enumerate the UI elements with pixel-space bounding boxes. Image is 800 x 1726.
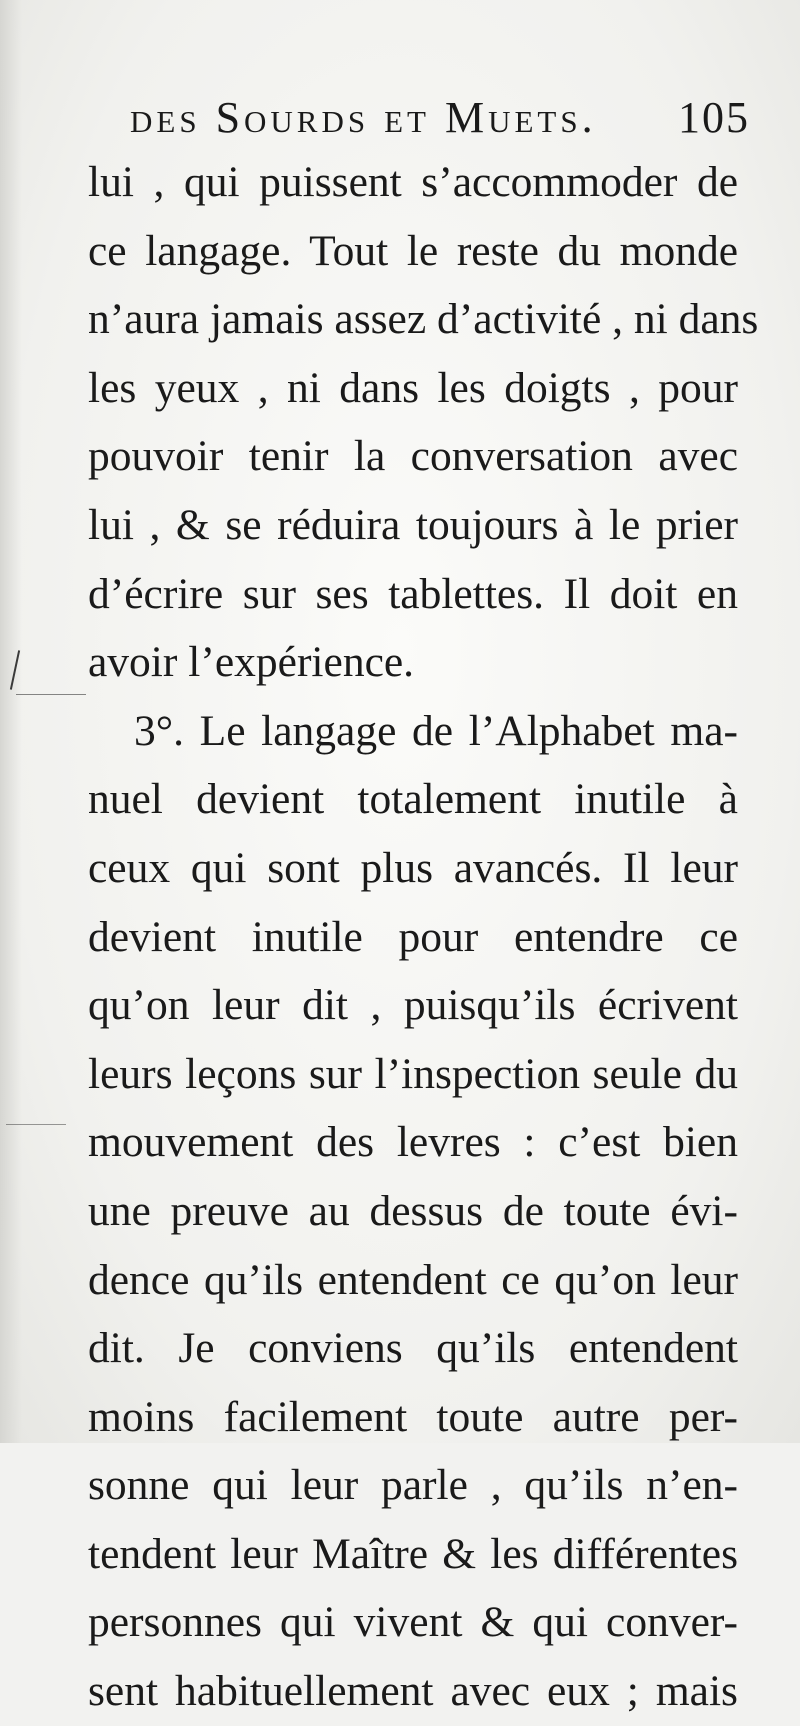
text-line: sent habituellement avec eux ; mais: [88, 1667, 738, 1716]
text-line: pouvoir tenir la conversation avec: [88, 432, 738, 481]
text-line: dit. Je conviens qu’ils entendent: [88, 1324, 738, 1373]
text-line: les yeux , ni dans les doigts , pour: [88, 363, 738, 412]
text-line: avoir l’expérience.: [88, 638, 415, 687]
page-number: 105: [678, 93, 750, 142]
text-line: leurs leçons sur l’inspection seule du: [88, 1049, 738, 1098]
margin-mark-line: [6, 1124, 66, 1125]
text-line: personnes qui vivent & qui conver-: [88, 1598, 738, 1647]
text-line: une preuve au dessus de toute évi-: [88, 1186, 738, 1235]
text-line: nuel devient totalement inutile à: [88, 775, 738, 824]
body-text: [88, 148, 759, 1726]
margin-mark-line: [16, 694, 86, 695]
running-head-title: des Sourds et Muets.: [130, 93, 597, 142]
text-line: mouvement des levres : c’est bien: [88, 1118, 738, 1167]
text-line: ceux qui sont plus avancés. Il leur: [88, 843, 738, 892]
text-line: moins facilement toute autre per-: [88, 1392, 738, 1441]
page-gutter-shadow: [0, 0, 22, 1443]
text-line: ce langage. Tout le reste du monde: [88, 226, 738, 275]
text-line: dence qu’ils entendent ce qu’on leur: [88, 1255, 738, 1304]
text-line: qu’on leur dit , puisqu’ils écrivent: [88, 981, 738, 1030]
text-line: sonne qui leur parle , qu’ils n’en-: [88, 1461, 738, 1510]
text-line: lui , & se réduira toujours à le prier: [88, 500, 738, 549]
text-line: 3°. Le langage de l’Alphabet ma-: [134, 706, 738, 755]
text-line: tendent leur Maître & les différentes: [88, 1529, 738, 1578]
text-line: n’aura jamais assez d’activité , ni dans: [88, 295, 759, 344]
text-line: d’écrire sur ses tablettes. Il doit en: [88, 569, 738, 618]
text-line: devient inutile pour entendre ce: [88, 912, 738, 961]
text-line: lui , qui puissent s’accommoder de: [88, 158, 738, 206]
running-head: [130, 92, 750, 152]
